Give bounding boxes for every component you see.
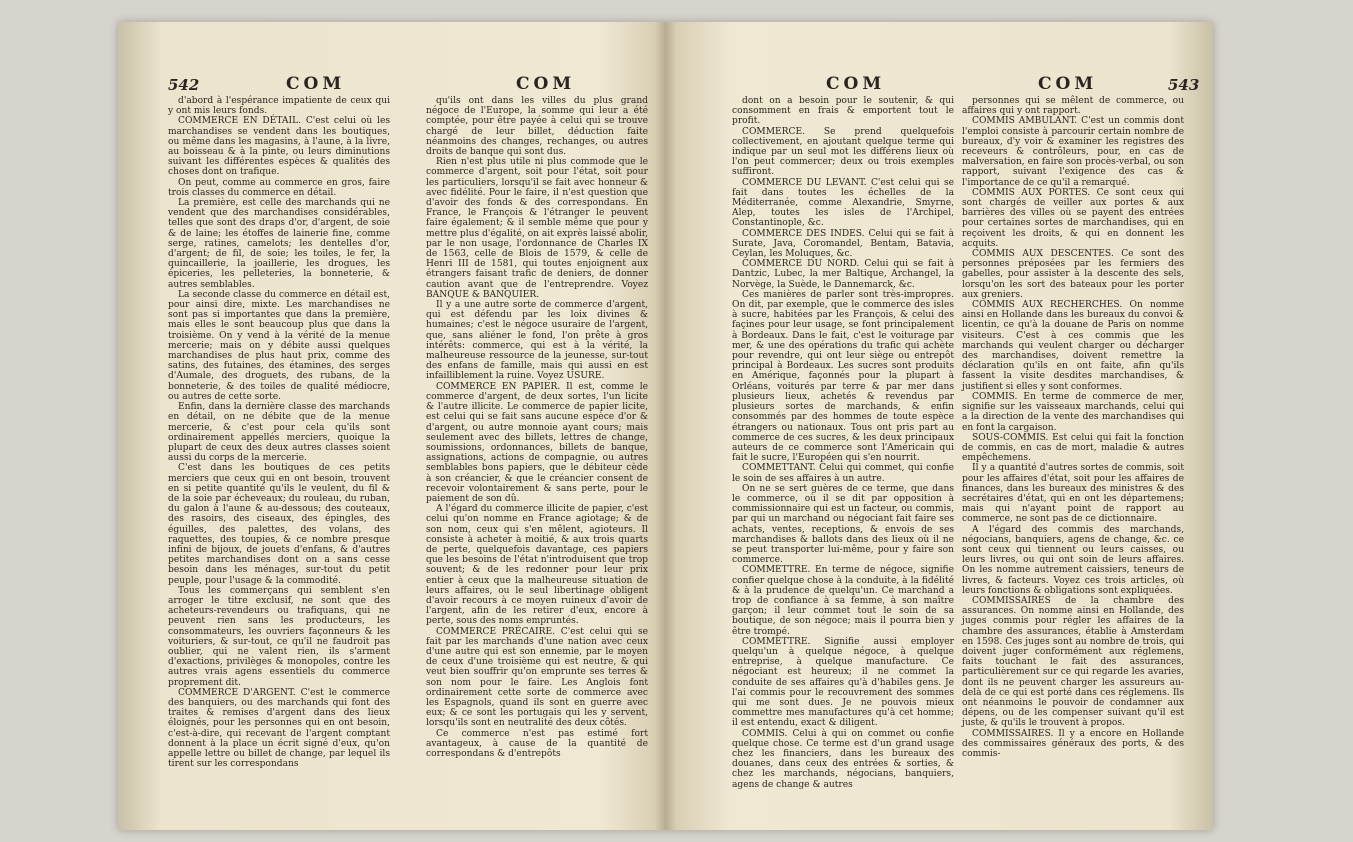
paragraph: C'est dans les boutiques de ces petits merciers que ceux qui en ont besoin, trouvent en si petite quantité qu'ils le veulent, du fil & de la soie par écheveaux; du rouleau, du ruban, du galon à l'aune & au-dessous; des couteaux, des rasoirs, des ciseaux, des épingles, des éguilles, des palettes, des volans, des raquettes, des toupies, & ce nombre presque infini de bijoux, de jouets d'enfans, & d'autres petites marchandises dont on a sans cesse besoin dans les ménages, sur-tout du petit peuple, pour l'usage & la commodité. <box>168 463 390 586</box>
paragraph: COMMIS AUX DESCENTES. Ce sont des personnes préposées par les fermiers des gabelles, pour assister à la descente des sels, lorsqu'on les sort des bateaux pour les porter aux greniers. <box>962 249 1184 300</box>
paragraph: COMMERCE EN PAPIER. Il est, comme le commerce d'argent, de deux sortes, l'un licite & l'autre illicite. Le commerce de papier licite, est celui qui se fait sans aucune espèce d'or & d'argent, ou autre monnoie ayant cours; mais seulement avec des billets, lettres de change, soumissions, ordonnances, billets de banque, assignations, actions de compagnie, ou autres semblables bons papiers, que le débiteur cède à son créancier, & que le créancier consent de recevoir volontairement & sans perte, pour le paiement de son dû. <box>426 381 648 504</box>
paragraph: COMMERCE EN DÉTAIL. C'est celui où les marchandises se vendent dans les boutiques, ou même dans les magasins, à l'aune, à la livre, au boisseau & à la pinte, ou leurs diminutions suivant les différentes espèces & qualités des choses dont on trafique. <box>168 116 390 178</box>
right-running-head-2: COM <box>1038 74 1098 94</box>
paragraph: La première, est celle des marchands qui ne vendent que des marchandises considérables, telles que sont des draps d'or, d'argent, de soie & de laine; les étoffes de lainerie fine, comme serge, ratines, camelots; les dentelles d'or, d'argent; de fil, de soie; les toiles, le fer, la quincaillerie, la joaillerie, les drogues, les épiceries, les pelleteries, la bonneterie, & autres semblables. <box>168 198 390 290</box>
paragraph: COMMETTANT. Celui qui commet, qui confie le soin de ses affaires à un autre. <box>732 463 954 484</box>
paragraph: COMMETTRE. En terme de négoce, signifie confier quelque chose à la conduite, à la fidélité & à la prudence de quelqu'un. Ce marchand a trop de confiance à sa femme, à son maître garçon; il leur commet tout le soin de sa boutique, de son négoce; mais il pourra bien y être trompé. <box>732 565 954 637</box>
paragraph: Il y a quantité d'autres sortes de commis, soit pour les affaires d'état, soit pour les affaires de finances, dans les bureaux des ministres & des secrétaires d'état, qui en ont les départemens; mais qui n'ayant point de rapport au commerce, ne sont pas de ce dictionnaire. <box>962 463 1184 525</box>
paragraph: Tous les commerçans qui semblent s'en arroger le titre exclusif, ne sont que des acheteurs-revendeurs ou trafiquans, qui ne peuvent rien sans les producteurs, les consommateurs, les ouvriers façonneurs & les voituriers, & sur-tout, ce qu'il ne faudroit pas oublier, qui ne valent rien, ils s'arment d'exactions, privilèges & monopoles, contre les autres vrais agens essentiels du commerce proprement dit. <box>168 585 390 688</box>
right-column-2 <box>962 96 1184 759</box>
paragraph: A l'égard des commis des marchands, négocians, banquiers, agens de change, &c. ce sont ceux qui tiennent ou leurs caisses, ou leurs livres, ou qui ont soin de leurs affaires. On les nomme autrement caissiers, teneurs de livres, & facteurs. Voyez ces trois articles, où leurs fonctions & obligations sont expliquées. <box>962 524 1184 596</box>
right-column-1 <box>732 96 954 790</box>
left-column-1 <box>168 96 390 769</box>
paragraph: Enfin, dans la dernière classe des marchands en détail, on ne débite que de la menue mercerie, & c'est pour cela qu'ils sont ordinairement appellés merciers, quoique la plupart de ceux des deux autres classes soient aussi du corps de la mercerie. <box>168 402 390 464</box>
paragraph: COMMETTRE. Signifie aussi employer quelqu'un à quelque négoce, à quelque entreprise, à quelque manufacture. Ce négociant est heureux; il ne commet la conduite de ses affaires qu'à d'habiles gens. Je l'ai commis pour le recouvrement des sommes qui me sont dues. Je ne pouvois mieux commettre mes manufactures qu'à cet homme; il est entendu, exact & diligent. <box>732 636 954 729</box>
paragraph: qu'ils ont dans les villes du plus grand négoce de l'Europe, la somme qui leur a été comptée, pour être payée à celui qui se trouve chargé de leur billet, déduction faite néanmoins des changes, rechanges, ou autres droits de banque qui sont dus. <box>426 96 648 158</box>
paragraph: Ce commerce n'est pas estimé fort avantageux, à cause de la quantité de correspondans & d'entrepôts <box>426 728 648 759</box>
paragraph: COMMISSAIRES de la chambre des assurances. On nomme ainsi en Hollande, des juges commis pour régler les affaires de la chambre des assurances, établie à Amsterdam en 1598. Ces juges sont au nombre de trois, qui doivent juger conformément aux réglemens, faits touchant le fait des assurances, particulièrement sur ce qui regarde les avaries, dont ils ne peuvent charger les assureurs au-delà de ce qui est porté dans ces réglemens. Ils ont néanmoins le pouvoir de condamner aux dépens, ou de les compenser suivant qu'il est juste, & qu'ils le trouvent à propos. <box>962 595 1184 729</box>
paragraph: COMMERCE D'ARGENT. C'est le commerce des banquiers, ou des marchands qui font des traites & remises d'argent dans des lieux éloignés, pour les personnes qui en ont besoin, c'est-à-dire, qui recevant de l'argent comptant donnent à la place un écrit signé d'eux, qu'on appelle lettre ou billet de change, par lequel ils tirent sur les correspondans <box>168 687 390 770</box>
paragraph: COMMISSAIRES. Il y a encore en Hollande des commissaires généraux des ports, & des commis- <box>962 728 1184 759</box>
left-page-number: 542 <box>168 76 200 94</box>
paragraph: personnes qui se mêlent de commerce, ou affaires qui y ont rapport. <box>962 96 1184 117</box>
paragraph: Ces manières de parler sont très-impropres. On dit, par exemple, que le commerce des isles à sucre, habitées par les François, & celui des façines pour leur usage, se font principalement à Bordeaux. Dans le fait, c'est le voiturage par mer, & une des opérations du trafic qui achète pour revendre, qui ont leur siège ou entrepôt principal à Bordeaux. Les sucres sont produits en Amérique, façonnés pour la plupart à Orléans, voiturés par terre & par mer dans plusieurs lieux, achetés & revendus par plusieurs sortes de marchands, & enfin consommés par des hommes de toute espèce étrangers ou nationaux. Tous ont pris part au commerce de ces sucres, & les deux principaux auteurs de ce commerce sont l'Américain qui fait le sucre, l'Européen qui s'en nourrit. <box>732 289 954 464</box>
paragraph: COMMIS. Celui à qui on commet ou confie quelque chose. Ce terme est d'un grand usage chez les financiers, dans les bureaux des douanes, dans ceux des entrées & sorties, & chez les marchands, négocians, banquiers, agens de change & autres <box>732 728 954 790</box>
paragraph: COMMERCE DES INDES. Celui qui se fait à Surate, Java, Coromandel, Bentam, Batavia, Ceylan, les Moluques, &c. <box>732 228 954 260</box>
right-page-number: 543 <box>1168 76 1200 94</box>
paragraph: COMMIS AUX PORTES. Ce sont ceux qui sont chargés de veiller aux portes & aux barrières des villes où se payent des entrées pour certaines sortes de marchandises, qui en reçoivent les droits, & qui en donnent les acquits. <box>962 187 1184 249</box>
paragraph: Rien n'est plus utile ni plus commode que le commerce d'argent, soit pour l'état, soit pour les particuliers, lorsqu'il se fait avec honneur & avec fidélité. Pour le faire, il n'est question que d'avoir des fonds & des correspondans. En France, le François & l'étranger le peuvent faire également; & il semble même que pour y mettre plus d'égalité, on ait exprès laissé abolir, par le non usage, l'ordonnance de Charles IX de 1563, celle de Blois de 1579, & celle de Henri III de 1581, qui toutes enjoignent aux étrangers faisant trafic de deniers, de donner caution avant que de l'entreprendre. Voyez BANQUE & BANQUIER. <box>426 157 648 300</box>
left-running-head-1: COM <box>286 74 346 94</box>
paragraph: COMMIS AUX RECHERCHES. On nomme ainsi en Hollande dans les bureaux du convoi & licentin, ce qu'à la douane de Paris on nomme visiteurs. C'est à ces commis que les marchands qui veulent charger ou décharger des marchandises, doivent remettre la déclaration qu'ils en ont faite, afin qu'ils fassent la visite desdites marchandises, & justifient si elles y sont conformes. <box>962 300 1184 392</box>
paragraph: SOUS-COMMIS. Est celui qui fait la fonction de commis, en cas de mort, maladie & autres empêchemens. <box>962 432 1184 464</box>
paragraph: A l'égard du commerce illicite de papier, c'est celui qu'on nomme en France agiotage; & de son nom, ceux qui s'en mêlent, agioteurs. Il consiste à acheter à moitié, & aux trois quarts de perte, quelquefois davantage, ces papiers que les besoins de l'état n'introduisent que trop souvent; & de les redonner pour leur prix entier à ceux que la malheureuse situation de leurs affaires, ou le seul libertinage obligent d'avoir recours à ce moyen ruineux d'avoir de l'argent, afin de les retirer d'eux, encore à perte, sous des noms empruntés. <box>426 504 648 627</box>
paragraph: dont on a besoin pour le soutenir, & qui consomment en frais & emportent tout le profit. <box>732 96 954 127</box>
paragraph: La seconde classe du commerce en détail est, pour ainsi dire, mixte. Les marchandises ne sont pas si importantes que dans la première, mais elles le sont beaucoup plus que dans la troisième. On y vend à la vérité de la menue mercerie; mais on y débite aussi quelques marchandises de plus haut prix, comme des satins, des futaines, des étamines, des serges d'Aumale, des droguets, des rubans, de la bonneterie, & des toiles de qualité médiocre, ou autres de cette sorte. <box>168 289 390 402</box>
right-running-head-1: COM <box>826 74 886 94</box>
left-column-2 <box>426 96 648 759</box>
paragraph: COMMIS. En terme de commerce de mer, signifie sur les vaisseaux marchands, celui qui a la direction de la vente des marchandises qui en font la cargaison. <box>962 391 1184 433</box>
paragraph: COMMERCE DU NORD. Celui qui se fait à Dantzic, Lubec, la mer Baltique, Archangel, la Norvège, la Suède, le Dannemarck, &c. <box>732 259 954 290</box>
left-running-head-2: COM <box>516 74 576 94</box>
paragraph: d'abord à l'espérance impatiente de ceux qui y ont mis leurs fonds. <box>168 96 390 117</box>
paragraph: COMMERCE. Se prend quelquefois collectivement, en ajoutant quelque terme qui indique par un seul mot les différens lieux où l'on peut commercer; deux ou trois exemples suffiront. <box>732 126 954 178</box>
paragraph: COMMERCE DU LEVANT. C'est celui qui se fait dans toutes les échelles de la Méditerranée, comme Alexandrie, Smyrne, Alep, toutes les isles de l'Archipel, Constantinople, &c. <box>732 177 954 229</box>
paragraph: On peut, comme au commerce en gros, faire trois classes du commerce en détail. <box>168 177 390 198</box>
paragraph: Il y a une autre sorte de commerce d'argent, qui est défendu par les loix divines & humaines; c'est le négoce usuraire de l'argent, que, sans aliéner le fond, l'on prête à gros intérêts: commerce, qui est à la vérité, la malheureuse ressource de la jeunesse, sur-tout des enfans de famille, mais qui aussi en est infailliblement la ruine. Voyez USURE. <box>426 300 648 382</box>
paragraph: On ne se sert guères de ce terme, que dans le commerce, où il se dit par opposition à commissionnaire qui est un facteur, ou commis, par qui un marchand ou négociant fait faire ses achats, ventes, receptions, & envois de ses marchandises & ballots dans des lieux où il ne se peut transporter lui-même, pour y faire son commerce. <box>732 483 954 566</box>
paragraph: COMMERCE PRÉCAIRE. C'est celui qui se fait par les marchands d'une nation avec ceux d'une autre qui est son ennemie, par le moyen de ceux d'une troisième qui est neutre, & qui veut bien souffrir qu'on emprunte ses terres & son nom pour le faire. Les Anglois font ordinairement cette sorte de commerce avec les Espagnols, quand ils sont en guerre avec eux; & ce sont les portugais qui les y servent, lorsqu'ils sont en neutralité des deux côtés. <box>426 626 648 729</box>
paragraph: COMMIS AMBULANT. C'est un commis dont l'emploi consiste à parcourir certain nombre de bureaux, d'y voir & examiner les registres des receveurs & contrôleurs, pour, en cas de malversation, en faire son procès-verbal, ou son rapport, suivant l'exigence des cas & l'importance de ce qu'il a remarqué. <box>962 116 1184 188</box>
